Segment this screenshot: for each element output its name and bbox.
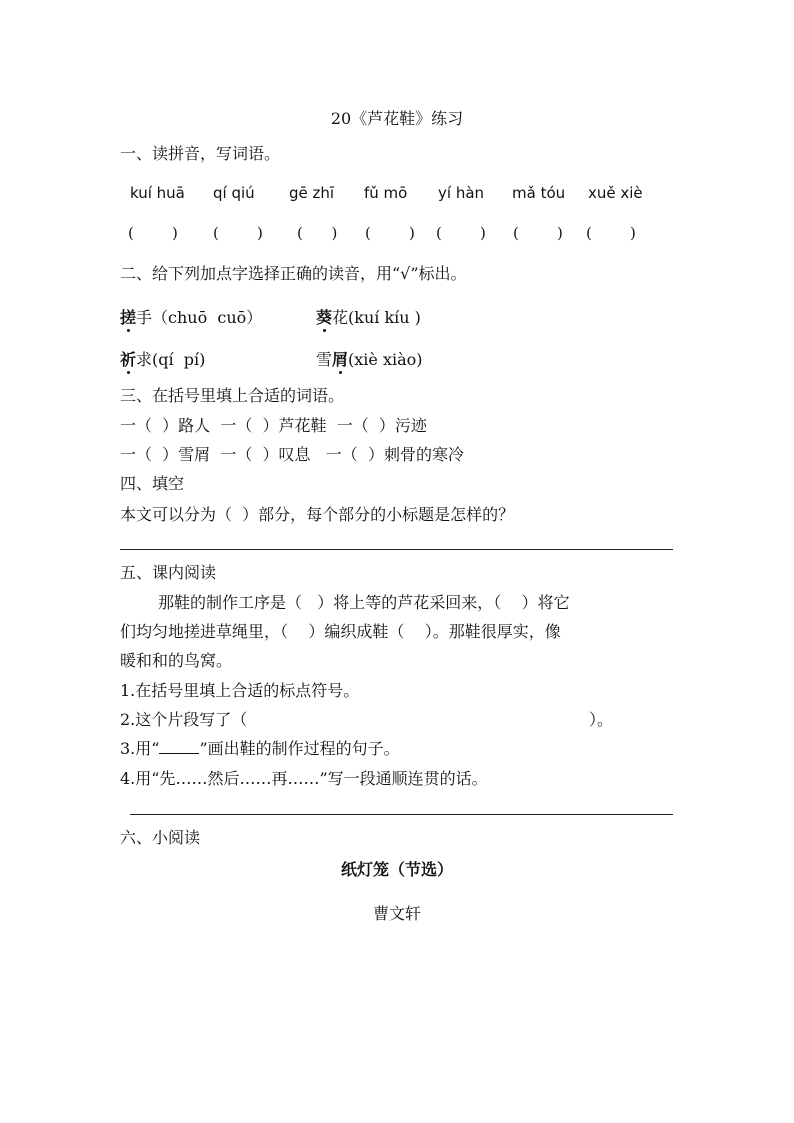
question-3-start: 3.用“ [120,739,160,758]
passage-line-2: 们均匀地搓进草绳里，（ ）编织成鞋（ ）。那鞋很厚实，像 [120,622,561,641]
section-4-heading: 四、填空 [120,474,185,493]
answer-line [130,814,673,815]
page-title: 20《芦花鞋》练习 [330,109,464,128]
answer-line [120,549,673,550]
pinyin-5: yí hàn [438,184,485,202]
answer-bracket-6: ( ) [513,224,563,242]
answer-bracket-1: ( ) [128,224,178,242]
fill-row-2: 一（ ）雪屑 一（ ）叹息 一（ ）刺骨的寒冷 [120,445,464,464]
reading-options: 求(qí pí) [136,350,206,369]
section-6-heading: 六、小阅读 [120,828,201,847]
reading-item-2 [316,308,421,328]
fill-row-1: 一（ ）路人 一（ ）芦花鞋 一（ ）污迹 [120,416,427,435]
answer-bracket-2: ( ) [213,224,263,242]
section-3-heading: 三、在括号里填上合适的词语。 [120,386,345,405]
answer-bracket-3: ( ) [297,224,338,242]
question-2-start: 2.这个片段写了（ [120,710,248,729]
question-2-end: ）。 [589,710,614,729]
passage-line-3: 暖和和的鸟窝。 [120,651,233,670]
pinyin-4: fǔ mō [364,184,408,202]
reading-item-1 [120,308,262,328]
dotted-char: 搓 [120,308,137,327]
passage-line-1: 那鞋的制作工序是（ ）将上等的芦花采回来，（ ）将它 [158,593,570,612]
story-author: 曹文轩 [372,904,421,923]
pinyin-7: xuě xiè [588,184,643,202]
answer-bracket-4: ( ) [365,224,415,242]
dotted-char: 葵 [316,308,333,327]
reading-options: 手（chuō cuō） [136,308,263,327]
question-3 [120,739,400,759]
section-5-heading: 五、课内阅读 [120,563,217,582]
reading-options: 花(kuí kíu ) [332,308,421,327]
pinyin-6: mǎ tóu [512,184,566,202]
pinyin-3: gē zhī [289,184,335,202]
reading-item-3 [120,350,205,370]
section-1-heading: 一、读拼音，写词语。 [120,144,281,163]
answer-bracket-7: ( ) [586,224,636,242]
underline-sample [159,739,199,754]
section-2-heading: 二、给下列加点字选择正确的读音，用“√”标出。 [120,264,467,283]
reading-options: (xiè xiào) [348,350,423,369]
reading-item-4 [316,350,423,370]
dotted-char: 祈 [120,350,137,369]
plain-char: 雪 [316,350,333,369]
pinyin-2: qí qiú [213,184,255,202]
question-3-end: ”画出鞋的制作过程的句子。 [199,739,400,758]
section-4-question: 本文可以分为（ ）部分，每个部分的小标题是怎样的？ [120,505,515,524]
story-title: 纸灯笼（节选） [340,860,453,879]
pinyin-1: kuí huā [130,184,185,202]
dotted-char: 屑 [332,350,349,369]
question-4: 4.用“先……然后……再……”写一段通顺连贯的话。 [120,769,488,788]
answer-bracket-5: ( ) [436,224,486,242]
question-1: 1.在括号里填上合适的标点符号。 [120,681,360,700]
